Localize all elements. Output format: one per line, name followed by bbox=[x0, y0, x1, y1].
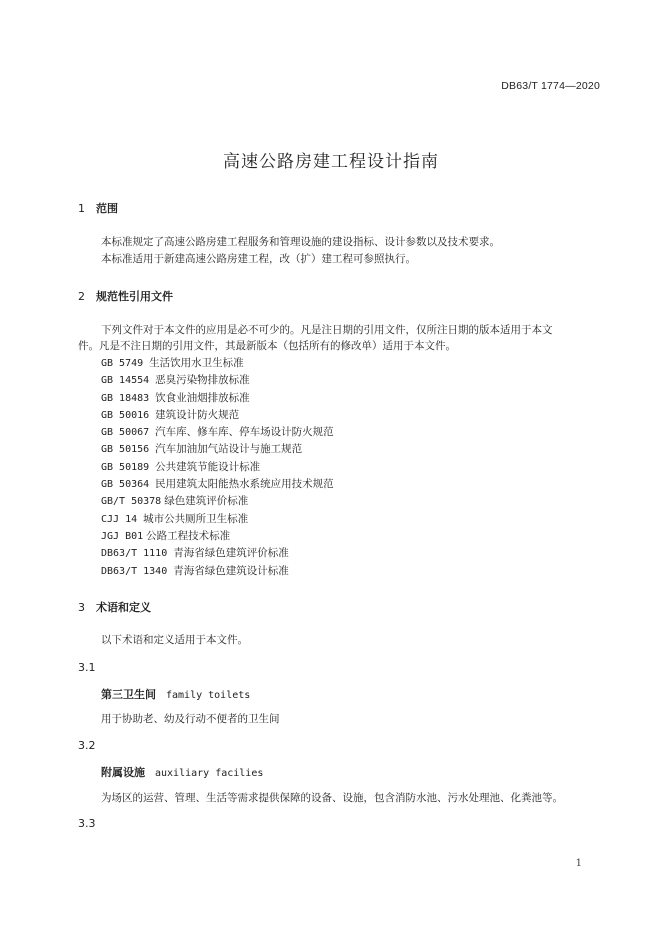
section-title: 范围 bbox=[96, 202, 118, 215]
reference-code: GB 50189 bbox=[101, 461, 150, 473]
reference-name: 青海省绿色建筑评价标准 bbox=[173, 547, 289, 560]
reference-item bbox=[101, 355, 334, 372]
reference-item bbox=[101, 390, 334, 407]
term-definition: 用于协助老、幼及行动不便者的卫生间 bbox=[101, 713, 280, 725]
reference-item bbox=[101, 372, 334, 389]
reference-code: GB 14554 bbox=[101, 375, 150, 387]
section-number: 3 bbox=[78, 601, 85, 614]
reference-code: GB 50016 bbox=[101, 409, 150, 421]
reference-code: DB63/T 1340 bbox=[101, 565, 168, 577]
term-english: family toilets bbox=[166, 690, 251, 701]
document-title: 高速公路房建工程设计指南 bbox=[223, 152, 439, 172]
section-heading-refs bbox=[78, 288, 173, 304]
reference-item bbox=[101, 545, 334, 562]
section-title: 术语和定义 bbox=[96, 601, 151, 614]
clause-number: 3.3 bbox=[78, 817, 96, 830]
section-heading-terms bbox=[78, 599, 151, 615]
reference-name: 城市公共厕所卫生标准 bbox=[143, 512, 249, 525]
reference-code: DB63/T 1110 bbox=[101, 548, 168, 560]
section-number: 1 bbox=[78, 202, 85, 215]
term-definition: 为场区的运营、管理、生活等需求提供保障的设备、设施，包含消防水池、污水处理池、化粪池等。 bbox=[101, 792, 563, 804]
section-heading-scope bbox=[78, 200, 118, 216]
terms-intro: 以下术语和定义适用于本文件。 bbox=[101, 634, 248, 646]
page-number: 1 bbox=[575, 858, 582, 869]
section-title: 规范性引用文件 bbox=[96, 290, 173, 303]
term-entry bbox=[101, 764, 263, 780]
reference-name: 公共建筑节能设计标准 bbox=[155, 460, 261, 473]
scope-paragraph-1: 本标准规定了高速公路房建工程服务和管理设施的建设指标、设计参数以及技术要求。 bbox=[101, 236, 500, 248]
reference-code: CJJ 14 bbox=[101, 513, 138, 525]
reference-item bbox=[101, 476, 334, 493]
reference-code: GB 50364 bbox=[101, 479, 150, 491]
reference-item bbox=[101, 424, 334, 441]
reference-name: 公路工程技术标准 bbox=[146, 529, 231, 542]
reference-name: 饮食业油烟排放标准 bbox=[155, 391, 250, 404]
reference-list bbox=[101, 355, 334, 580]
reference-name: 青海省绿色建筑设计标准 bbox=[173, 564, 289, 577]
term-chinese: 第三卫生间 bbox=[101, 688, 156, 701]
term-entry bbox=[101, 686, 250, 702]
scope-paragraph-2: 本标准适用于新建高速公路房建工程，改（扩）建工程可参照执行。 bbox=[101, 253, 416, 265]
reference-name: 汽车加油加气站设计与施工规范 bbox=[155, 443, 303, 456]
reference-name: 民用建筑太阳能热水系统应用技术规范 bbox=[155, 478, 334, 491]
reference-item bbox=[101, 493, 334, 510]
clause-number: 3.2 bbox=[78, 739, 96, 752]
refs-intro-line-2: 件。凡是不注日期的引用文件，其最新版本（包括所有的修改单）适用于本文件。 bbox=[78, 340, 456, 352]
reference-item bbox=[101, 441, 334, 458]
reference-name: 恶臭污染物排放标准 bbox=[155, 374, 250, 387]
reference-code: GB 5749 bbox=[101, 358, 144, 369]
reference-item bbox=[101, 511, 334, 528]
term-english: auxiliary facilies bbox=[155, 768, 264, 779]
reference-name: 建筑设计防火规范 bbox=[155, 408, 240, 421]
section-number: 2 bbox=[78, 290, 85, 303]
reference-name: 汽车库、修车库、停车场设计防火规范 bbox=[155, 426, 334, 439]
document-code: DB63/T 1774—2020 bbox=[501, 80, 600, 92]
clause-number: 3.1 bbox=[78, 661, 96, 674]
reference-code: GB 50156 bbox=[101, 444, 150, 456]
reference-name: 绿色建筑评价标准 bbox=[164, 495, 249, 508]
reference-item bbox=[101, 563, 334, 580]
term-chinese: 附属设施 bbox=[101, 766, 145, 779]
reference-item bbox=[101, 407, 334, 424]
reference-item bbox=[101, 459, 334, 476]
reference-code: GB/T 50378 bbox=[101, 496, 162, 508]
reference-code: GB 50067 bbox=[101, 427, 150, 439]
reference-code: GB 18483 bbox=[101, 392, 150, 404]
reference-name: 生活饮用水卫生标准 bbox=[149, 357, 244, 369]
reference-code: JGJ B01 bbox=[101, 530, 144, 542]
refs-intro-line-1: 下列文件对于本文件的应用是必不可少的。凡是注日期的引用文件，仅所注日期的版本适用于本文 bbox=[101, 324, 553, 336]
reference-item bbox=[101, 528, 334, 545]
